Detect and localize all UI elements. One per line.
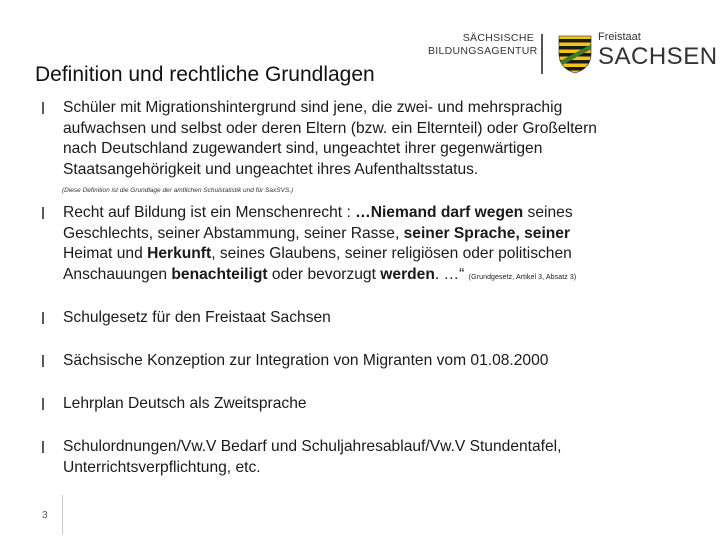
list-item-text [63, 437, 682, 478]
bullet-marker [42, 398, 44, 410]
list-item-text: Lehrplan Deutsch als Zweitsprache [63, 395, 307, 412]
saxony-coat-of-arms-icon [557, 34, 593, 74]
text-run-bold: benachteiligt [171, 265, 268, 283]
bullet-marker [42, 102, 44, 114]
bullet-marker [42, 355, 44, 367]
text-line: Unterrichtsverpflichtung, etc. [63, 458, 261, 476]
agency-logo-text [428, 32, 538, 58]
state-label-small: Freistaat [598, 31, 641, 43]
page-title: Definition und rechtliche Grundlagen [35, 63, 375, 86]
agency-name-line1: SÄCHSISCHE [462, 32, 534, 44]
list-item-text [63, 98, 682, 180]
list-item-text: Sächsische Konzeption zur Integration von Migranten vom 01.08.2000 [63, 352, 549, 369]
text-line [63, 244, 682, 265]
text-line: Schüler mit Migrationshintergrund sind jene, die zwei- und mehrsprachig [63, 99, 563, 116]
text-run: Recht auf Bildung ist ein Menschenrecht : [63, 204, 356, 221]
bullet-marker [42, 312, 44, 324]
list-item [42, 203, 682, 288]
bullet-marker [42, 207, 44, 219]
text-run-bold: seiner Sprache, seiner [403, 224, 571, 242]
list-item-text [63, 203, 682, 288]
list-item [42, 308, 682, 329]
list-item [42, 98, 682, 180]
text-run: , seines Glaubens, seiner religiösen oder politischen [211, 245, 572, 262]
text-line: aufwachsen und selbst oder deren Eltern (bzw. ein Elternteil) oder Großeltern [63, 119, 597, 137]
text-run: . …“ [434, 265, 469, 283]
state-label-big: SACHSEN [598, 43, 718, 70]
text-run: oder bevorzugt [267, 265, 381, 283]
text-line: Staatsangehörigkeit und ungeachtet ihres Aufenthaltsstatus. [63, 160, 479, 178]
page-number: 3 [42, 510, 48, 521]
text-line [63, 224, 682, 245]
definition-note: (Diese Definition ist die Grundlage der amtlichen Schulstatistik und für SaxSVS.) [62, 187, 294, 194]
text-line [63, 203, 682, 224]
list-item [42, 394, 682, 415]
state-logo-text [598, 32, 718, 69]
list-item [42, 351, 682, 372]
text-run: Heimat und [63, 245, 148, 262]
text-run: seines [523, 204, 573, 221]
text-run: Anschauungen [63, 265, 172, 283]
text-line: Schulordnungen/Vw.V Bedarf und Schuljahresablauf/Vw.V Stundentafel, [63, 438, 562, 455]
text-line: nach Deutschland zugewandert sind, ungeachtet ihrer gegenwärtigen [63, 140, 543, 157]
agency-name-line2: BILDUNGSAGENTUR [428, 45, 538, 57]
list-item-text: Schulgesetz für den Freistaat Sachsen [63, 309, 331, 326]
footer-divider [62, 495, 63, 535]
bullet-marker [42, 441, 44, 453]
text-line [63, 265, 682, 289]
text-run-bold: Herkunft [147, 245, 212, 262]
text-run-bold: …Niemand darf wegen [355, 204, 524, 221]
list-item [42, 437, 682, 478]
text-run: Geschlechts, seiner Abstammung, seiner Rasse, [63, 224, 404, 242]
citation: (Grundgesetz, Artikel 3, Absatz 3) [468, 273, 577, 281]
text-run-bold: werden [380, 265, 435, 283]
logo-divider [541, 34, 543, 74]
